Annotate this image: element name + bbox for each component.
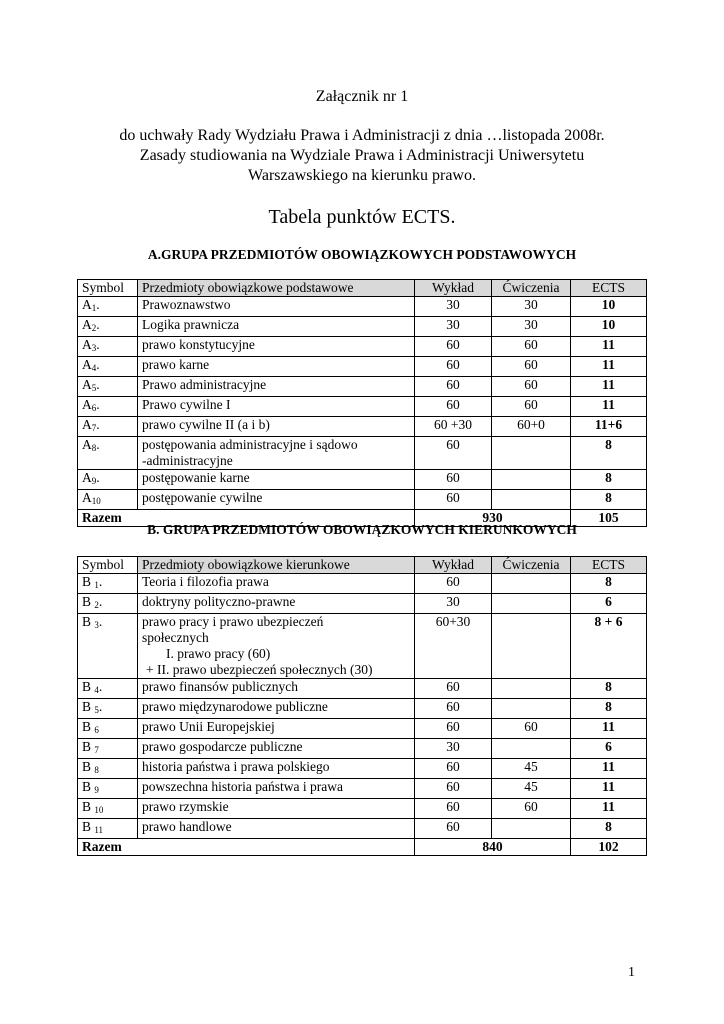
ects-cell: 8 [571,699,647,719]
symbol-cell [78,779,138,799]
lecture-hours-cell: 60 [415,337,492,357]
symbol-letter: B [82,614,95,629]
column-header: Ćwiczenia [492,557,571,574]
symbol-subscript: 5 [94,705,99,715]
column-header: Przedmioty obowiązkowe kierunkowe [138,557,415,574]
table-row [78,417,647,437]
symbol-letter: B [82,819,95,834]
subject-line: prawo cywilne II (a i b) [142,417,270,432]
symbol-cell [78,799,138,819]
column-header: Symbol [78,557,138,574]
symbol-letter: A [82,357,92,372]
subject-line: -administracyjne [142,453,233,468]
symbol-suffix: . [98,614,103,629]
subject-subitem: I. prawo pracy (60) [166,646,271,661]
ects-cell: 11 [571,337,647,357]
subject-line: Prawo cywilne I [142,397,231,412]
subject-line: prawo pracy i prawo ubezpieczeń [142,614,324,629]
column-header: Wykład [415,280,492,297]
subject-cell [138,614,415,679]
annex-title: Załącznik nr 1 [315,88,409,105]
symbol-letter: B [82,759,95,774]
ects-cell: 11 [571,357,647,377]
lecture-hours-cell: 60 [415,719,492,739]
subject-line: Prawoznawstwo [142,297,231,312]
ects-cell: 11 [571,377,647,397]
lecture-hours-cell: 30 [415,594,492,614]
table-header-row [78,280,647,297]
resolution-line: do uchwały Rady Wydziału Prawa i Administracji z dnia …listopada 2008r. [119,127,605,144]
symbol-subscript: 7 [94,745,99,755]
subject-cell [138,594,415,614]
table-row [78,799,647,819]
exercise-hours-cell [492,739,571,759]
subject-cell [138,397,415,417]
lecture-hours-cell: 60 [415,357,492,377]
section-b-heading: B. GRUPA PRZEDMIOTÓW OBOWIĄZKOWYCH KIERUNKOWYCH [147,522,577,537]
subject-line: doktryny polityczno-prawne [142,594,296,609]
symbol-cell [78,417,138,437]
exercise-hours-cell: 60 [492,397,571,417]
ects-cell: 8 [571,490,647,510]
lecture-hours-cell: 60 [415,779,492,799]
lecture-hours-cell: 30 [415,317,492,337]
symbol-letter: A [82,337,92,352]
subject-line: postępowanie cywilne [142,490,263,505]
subject-line: prawo finansów publicznych [142,679,298,694]
exercise-hours-cell: 60 [492,357,571,377]
exercise-hours-cell: 60 [492,719,571,739]
table-row [78,819,647,839]
symbol-subscript: 3 [94,620,99,630]
exercise-hours-cell: 60+0 [492,417,571,437]
ects-cell: 8 [571,679,647,699]
table-row [78,779,647,799]
subject-cell [138,574,415,594]
symbol-suffix: . [96,317,100,332]
symbol-suffix: . [98,699,103,714]
symbol-suffix: . [98,594,103,609]
exercise-hours-cell [492,470,571,490]
lecture-hours-cell: 60 [415,397,492,417]
subject-line: prawo międzynarodowe publiczne [142,699,328,714]
subject-line: prawo konstytucyjne [142,337,255,352]
ects-cell: 6 [571,739,647,759]
symbol-cell [78,317,138,337]
lecture-hours-cell: 60 [415,699,492,719]
lecture-hours-cell: 60+30 [415,614,492,679]
symbol-cell [78,437,138,470]
table-row [78,470,647,490]
symbol-subscript: 1 [94,580,99,590]
symbol-letter: A [82,490,92,505]
symbol-cell [78,819,138,839]
subject-subitem: + II. prawo ubezpieczeń społecznych (30) [146,662,373,677]
symbol-suffix: . [96,337,100,352]
symbol-subscript: 6 [91,403,97,413]
ects-cell: 8 [571,819,647,839]
exercise-hours-cell [492,594,571,614]
subject-cell [138,679,415,699]
table-row [78,574,647,594]
total-hours: 840 [415,839,571,856]
lecture-hours-cell: 60 [415,490,492,510]
column-header: Symbol [78,280,138,297]
subject-cell [138,317,415,337]
ects-cell: 10 [571,317,647,337]
ects-cell: 11 [571,759,647,779]
subject-cell [138,337,415,357]
lecture-hours-cell: 30 [415,297,492,317]
exercise-hours-cell: 30 [492,317,571,337]
subject-cell [138,699,415,719]
symbol-letter: B [82,679,95,694]
lecture-hours-cell: 60 [415,470,492,490]
ects-cell: 10 [571,297,647,317]
subject-cell [138,377,415,397]
subject-line: powszechna historia państwa i prawa [142,779,343,794]
lecture-hours-cell: 60 [415,679,492,699]
lecture-hours-cell: 60 [415,377,492,397]
symbol-cell [78,699,138,719]
table-row [78,739,647,759]
table-row [78,614,647,679]
ects-cell: 8 [571,574,647,594]
subject-line: prawo Unii Europejskiej [142,719,275,734]
ects-cell: 11+6 [571,417,647,437]
exercise-hours-cell: 60 [492,377,571,397]
table-row [78,437,647,470]
lecture-hours-cell: 60 [415,759,492,779]
symbol-letter: A [82,470,92,485]
symbol-suffix: . [98,574,103,589]
subject-cell [138,819,415,839]
exercise-hours-cell: 60 [492,337,571,357]
subject-line: prawo rzymskie [142,799,229,814]
symbol-suffix: . [96,377,100,392]
symbol-subscript: 10 [91,496,101,506]
ects-cell: 11 [571,799,647,819]
subject-cell [138,719,415,739]
table-row [78,490,647,510]
symbol-letter: B [82,799,95,814]
resolution-text [0,126,724,186]
subject-line: postępowanie karne [142,470,250,485]
symbol-subscript: 4 [94,685,99,695]
total-ects: 102 [571,839,647,856]
symbol-suffix: . [96,417,100,432]
subject-line: Prawo administracyjne [142,377,267,392]
symbol-suffix: . [96,437,100,452]
lecture-hours-cell: 60 [415,574,492,594]
exercise-hours-cell: 45 [492,759,571,779]
ects-cell: 11 [571,779,647,799]
symbol-suffix: . [96,470,100,485]
table-row [78,759,647,779]
symbol-suffix: . [96,297,100,312]
symbol-cell [78,719,138,739]
subject-cell [138,490,415,510]
symbol-letter: A [82,437,92,452]
subject-cell [138,739,415,759]
exercise-hours-cell [492,574,571,594]
symbol-subscript: 1 [91,303,97,313]
symbol-cell [78,377,138,397]
symbol-letter: A [82,397,92,412]
exercise-hours-cell [492,614,571,679]
symbol-subscript: 11 [94,825,104,835]
subject-line: Teoria i filozofia prawa [142,574,269,589]
column-header: Przedmioty obowiązkowe podstawowe [138,280,415,297]
symbol-suffix: . [96,357,100,372]
subject-cell [138,779,415,799]
exercise-hours-cell: 60 [492,799,571,819]
column-header: ECTS [571,280,647,297]
subject-line: postępowania administracyjne i sądowo [142,437,358,452]
subject-line: historia państwa i prawa polskiego [142,759,330,774]
table-row [78,594,647,614]
symbol-cell [78,490,138,510]
symbol-subscript: 4 [91,363,97,373]
symbol-subscript: 9 [91,476,97,486]
exercise-hours-cell [492,699,571,719]
subject-cell [138,470,415,490]
symbol-letter: B [82,719,95,734]
exercise-hours-cell: 30 [492,297,571,317]
lecture-hours-cell: 60 +30 [415,417,492,437]
table-row [78,297,647,317]
subject-line: prawo karne [142,357,210,372]
symbol-cell [78,337,138,357]
symbol-letter: A [82,317,92,332]
symbol-cell [78,357,138,377]
ects-cell: 11 [571,719,647,739]
symbol-cell [78,679,138,699]
ects-table-a [77,279,647,527]
symbol-cell [78,397,138,417]
table-row [78,719,647,739]
table-row [78,317,647,337]
symbol-cell [78,574,138,594]
symbol-subscript: 2 [91,323,97,333]
total-label: Razem [78,510,415,527]
subject-cell [138,417,415,437]
lecture-hours-cell: 30 [415,739,492,759]
lecture-hours-cell: 60 [415,437,492,470]
subject-line: prawo gospodarcze publiczne [142,739,303,754]
exercise-hours-cell [492,490,571,510]
symbol-subscript: 2 [94,600,99,610]
resolution-line: Warszawskiego na kierunku prawo. [248,167,476,184]
table-row [78,699,647,719]
symbol-letter: B [82,699,95,714]
subject-cell [138,799,415,819]
symbol-cell [78,759,138,779]
table-row [78,337,647,357]
symbol-subscript: 8 [94,765,99,775]
symbol-cell [78,594,138,614]
exercise-hours-cell [492,437,571,470]
lecture-hours-cell: 60 [415,799,492,819]
symbol-subscript: 7 [91,423,97,433]
total-label: Razem [78,839,415,856]
subject-cell [138,759,415,779]
symbol-cell [78,614,138,679]
column-header: ECTS [571,557,647,574]
symbol-suffix: . [96,397,100,412]
subject-line: prawo handlowe [142,819,232,834]
symbol-letter: B [82,739,95,754]
total-row [78,839,647,856]
ects-cell: 8 + 6 [571,614,647,679]
column-header: Wykład [415,557,492,574]
total-hours: 930 [415,510,571,527]
symbol-subscript: 3 [91,343,97,353]
table-title: Tabela punktów ECTS. [268,206,456,228]
table-header-row [78,557,647,574]
symbol-letter: A [82,377,92,392]
exercise-hours-cell [492,819,571,839]
subject-cell [138,357,415,377]
ects-cell: 6 [571,594,647,614]
symbol-letter: B [82,574,95,589]
symbol-letter: A [82,297,92,312]
symbol-letter: B [82,594,95,609]
symbol-cell [78,470,138,490]
total-ects: 105 [571,510,647,527]
symbol-cell [78,739,138,759]
symbol-letter: B [82,779,95,794]
column-header: Ćwiczenia [492,280,571,297]
table-row [78,357,647,377]
ects-cell: 11 [571,397,647,417]
subject-line: społecznych [142,630,209,645]
symbol-letter: A [82,417,92,432]
symbol-subscript: 10 [94,805,104,815]
table-row [78,397,647,417]
table-row [78,377,647,397]
ects-cell: 8 [571,437,647,470]
exercise-hours-cell: 45 [492,779,571,799]
subject-line: Logika prawnicza [142,317,240,332]
ects-table-b [77,556,647,856]
section-a-heading: A.GRUPA PRZEDMIOTÓW OBOWIĄZKOWYCH PODSTAWOWYCH [147,247,577,262]
subject-cell [138,297,415,317]
symbol-subscript: 5 [91,383,97,393]
symbol-subscript: 8 [91,443,97,453]
ects-cell: 8 [571,470,647,490]
subject-cell [138,437,415,470]
symbol-cell [78,297,138,317]
table-row [78,679,647,699]
resolution-line: Zasady studiowania na Wydziale Prawa i Administracji Uniwersytetu [139,147,585,164]
symbol-suffix: . [98,679,103,694]
symbol-subscript: 9 [94,785,99,795]
page-number: 1 [628,965,635,980]
lecture-hours-cell: 60 [415,819,492,839]
exercise-hours-cell [492,679,571,699]
symbol-subscript: 6 [94,725,99,735]
